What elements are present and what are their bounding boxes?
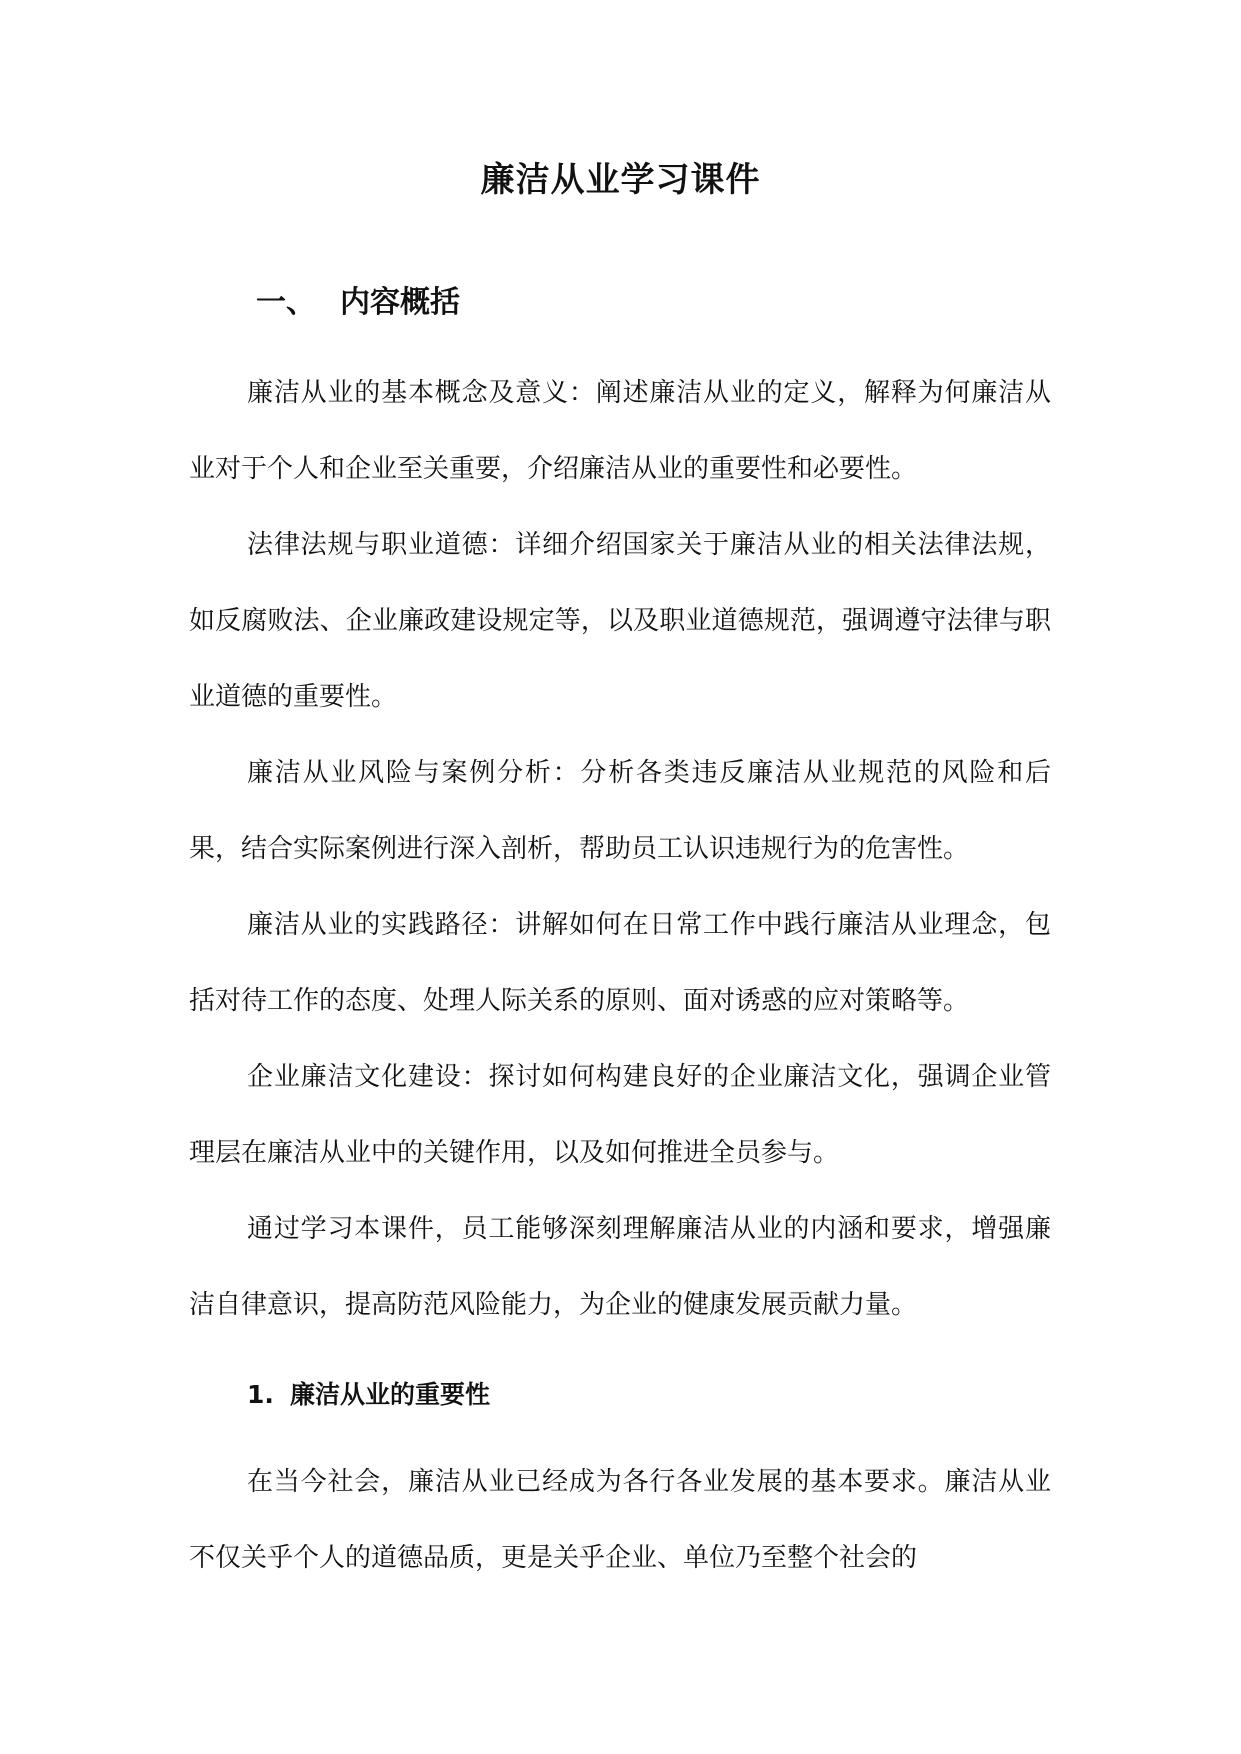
paragraph-laws-ethics: 法律法规与职业道德：详细介绍国家关于廉洁从业的相关法律法规，如反腐败法、企业廉政建设规定等，以及职业道德规范，强调遵守法律与职业道德的重要性。 <box>189 530 1051 712</box>
subsection-heading-text: 廉洁从业的重要性 <box>290 1380 491 1409</box>
section-number: 一、 <box>256 285 316 320</box>
subsection-heading <box>247 1367 490 1423</box>
document-title: 廉洁从业学习课件 <box>480 160 761 200</box>
paragraph-learning-outcome: 通过学习本课件，员工能够深刻理解廉洁从业的内涵和要求，增强廉洁自律意识，提高防范风险能力，为企业的健康发展贡献力量。 <box>189 1214 1051 1320</box>
section-heading <box>256 275 460 331</box>
section-heading-text: 内容概括 <box>340 285 460 320</box>
paragraph-basic-concept: 廉洁从业的基本概念及意义：阐述廉洁从业的定义，解释为何廉洁从业对于个人和企业至关重要，介绍廉洁从业的重要性和必要性。 <box>189 378 1051 484</box>
paragraph-importance: 在当今社会，廉洁从业已经成为各行各业发展的基本要求。廉洁从业不仅关乎个人的道德品质，更是关乎企业、单位乃至整个社会的 <box>189 1467 1051 1573</box>
subsection-number: 1. <box>247 1380 274 1409</box>
paragraph-practice-path: 廉洁从业的实践路径：讲解如何在日常工作中践行廉洁从业理念，包括对待工作的态度、处理人际关系的原则、面对诱惑的应对策略等。 <box>189 910 1051 1016</box>
paragraph-culture-building: 企业廉洁文化建设：探讨如何构建良好的企业廉洁文化，强调企业管理层在廉洁从业中的关键作用，以及如何推进全员参与。 <box>189 1062 1051 1168</box>
paragraph-risk-cases: 廉洁从业风险与案例分析：分析各类违反廉洁从业规范的风险和后果，结合实际案例进行深入剖析，帮助员工认识违规行为的危害性。 <box>189 758 1051 864</box>
